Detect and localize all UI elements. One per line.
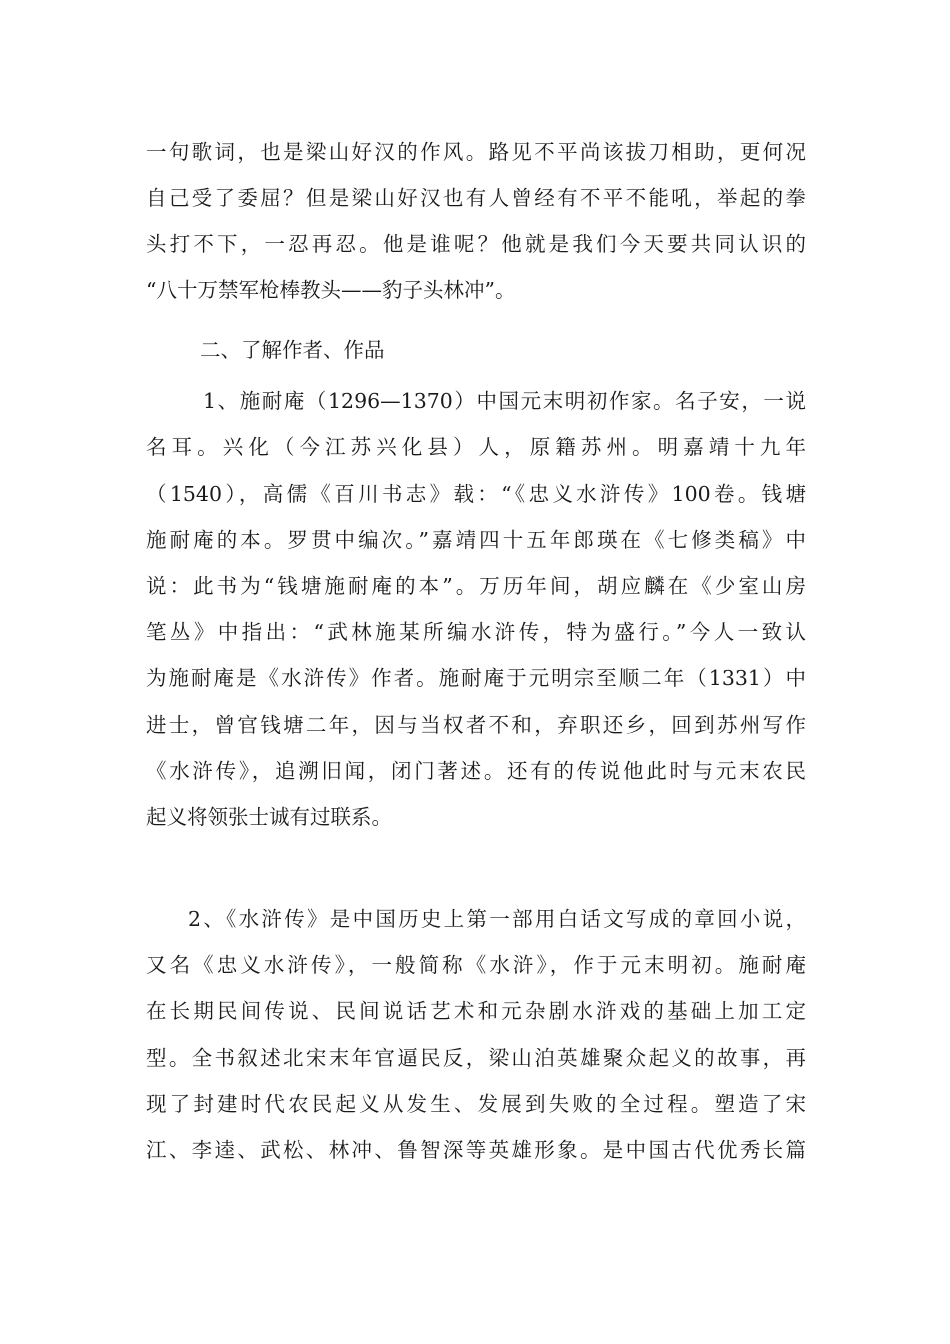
section-heading: 二、了解作者、作品 [200, 338, 385, 362]
text-line: 一句歌词，也是梁山好汉的作风。路见不平尚该拔刀相助，更何况 [146, 140, 806, 164]
text-line: 在长期民间传说、民间说话艺术和元杂剧水浒戏的基础上加工定 [146, 999, 806, 1023]
text-line: 起义将领张士诚有过联系。 [146, 805, 392, 829]
text-line: 头打不下，一忍再忍。他是谁呢？他就是我们今天要共同认识的 [146, 232, 806, 256]
text-line: 施耐庵的本。罗贯中编次。”嘉靖四十五年郎瑛在《七修类稿》中 [146, 528, 806, 552]
text-line: 名耳。兴化（今江苏兴化县）人，原籍苏州。明嘉靖十九年 [146, 435, 806, 459]
text-line: 为施耐庵是《水浒传》作者。施耐庵于元明宗至顺二年（1331）中 [146, 666, 806, 690]
text-line: 又名《忠义水浒传》，一般简称《水浒》，作于元末明初。施耐庵 [146, 953, 806, 977]
text-line: 笔丛》中指出：“武林施某所编水浒传，特为盛行。”今人一致认 [146, 620, 806, 644]
text-line: 说：此书为“钱塘施耐庵的本”。万历年间，胡应麟在《少室山房 [146, 574, 806, 598]
text-line: 进士，曾官钱塘二年，因与当权者不和，弃职还乡，回到苏州写作 [146, 713, 806, 737]
paragraph-first-line: 1、施耐庵（1296—1370）中国元末明初作家。名子安，一说 [203, 389, 806, 413]
text-line: 《水浒传》，追溯旧闻，闭门著述。还有的传说他此时与元末农民 [146, 759, 806, 783]
text-line: 江、李逵、武松、林冲、鲁智深等英雄形象。是中国古代优秀长篇 [146, 1138, 806, 1162]
text-line: （1540），高儒《百川书志》载：“《忠义水浒传》100卷。钱塘 [146, 482, 806, 506]
text-line: “八十万禁军枪棒教头——豹子头林冲”。 [146, 278, 516, 302]
paragraph-first-line: 2、《水浒传》是中国历史上第一部用白话文写成的章回小说， [188, 907, 806, 931]
text-line: 现了封建时代农民起义从发生、发展到失败的全过程。塑造了宋 [146, 1092, 806, 1116]
text-line: 自己受了委屈？但是梁山好汉也有人曾经有不平不能吼，举起的拳 [146, 186, 806, 210]
text-line: 型。全书叙述北宋末年官逼民反，梁山泊英雄聚众起义的故事，再 [146, 1046, 806, 1070]
